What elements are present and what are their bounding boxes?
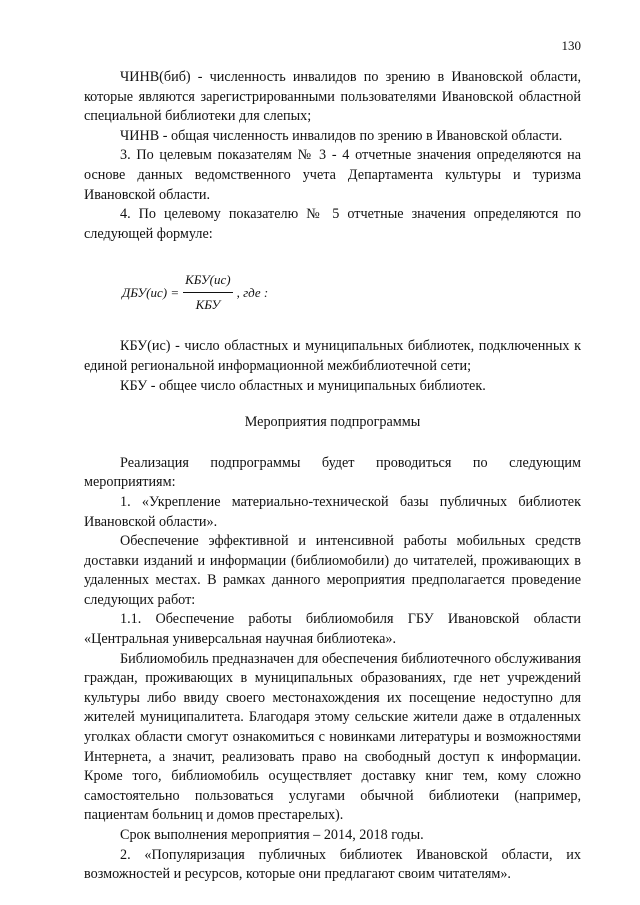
paragraph: КБУ - общее число областных и муниципальных библиотек. bbox=[120, 377, 486, 394]
formula bbox=[122, 271, 581, 313]
paragraph: 4. По целевому показателю № 5 отчетные значения определяются по следующей формуле: bbox=[84, 206, 581, 242]
paragraph: 1.1. Обеспечение работы библиомобиля ГБУ Ивановской области «Центральная универсальная научная библиотека». bbox=[84, 611, 581, 648]
formula-lhs: ДБУ(ис) = bbox=[122, 284, 180, 300]
paragraph: 3. По целевым показателям № 3 - 4 отчетные значения определяются на основе данных ведомственного учета Департамента культуры и туризма Ивановской области. bbox=[84, 147, 581, 203]
paragraph: Библиомобиль предназначен для обеспечения библиотечного обслуживания граждан, проживающих в муниципальных образованиях, где нет учреждений культуры либо ввиду своего местонахождения их посещение недоступно для жителей муниципалитета. Благодаря этому сельские жители даже в отдаленных уголках области смогут ознакомиться с новинками литературы и возможностями Интернета, а значит, реализовать право на свободный доступ к информации. Кроме того, библиомобиль осуществляет доставку книг тем, кому сложно самостоятельно пользоваться услугами обычной библиотеки (например, пациентам больниц и домов престарелых). bbox=[84, 650, 581, 824]
formula-fraction bbox=[183, 270, 232, 314]
paragraph: Срок выполнения мероприятия – 2014, 2018 годы. bbox=[120, 827, 424, 843]
paragraph: 2. «Популяризация публичных библиотек Ивановской области, их возможностей и ресурсов, которые они предлагают своим читателям». bbox=[84, 846, 581, 883]
paragraph: Обеспечение эффективной и интенсивной работы мобильных средств доставки изданий и информации (библиомобили) до читателей, проживающих в удаленных местах. В рамках данного мероприятия предполагается проведение следующих работ: bbox=[84, 533, 581, 608]
paragraph: Реализация подпрограммы будет проводиться по следующим мероприятиям: bbox=[84, 454, 581, 491]
page-number: 130 bbox=[561, 38, 581, 53]
document-body bbox=[84, 68, 581, 885]
paragraph: КБУ(ис) - число областных и муниципальных библиотек, подключенных к единой региональной информационной межбиблиотечной сети; bbox=[84, 338, 581, 374]
paragraph: ЧИНВ - общая численность инвалидов по зрению в Ивановской области. bbox=[120, 127, 563, 144]
paragraph: 1. «Укрепление материально-технической базы публичных библиотек Ивановской области». bbox=[84, 493, 581, 530]
formula-suffix: , где : bbox=[236, 284, 269, 300]
formula-denominator: КБУ bbox=[195, 296, 221, 312]
paragraph: ЧИНВ(биб) - численность инвалидов по зрению в Ивановской области, которые являются зарегистрированными пользователями Ивановской областной специальной библиотеки для слепых; bbox=[84, 69, 581, 125]
section-heading: Мероприятия подпрограммы bbox=[244, 414, 421, 431]
formula-numerator: КБУ(ис) bbox=[183, 270, 232, 293]
